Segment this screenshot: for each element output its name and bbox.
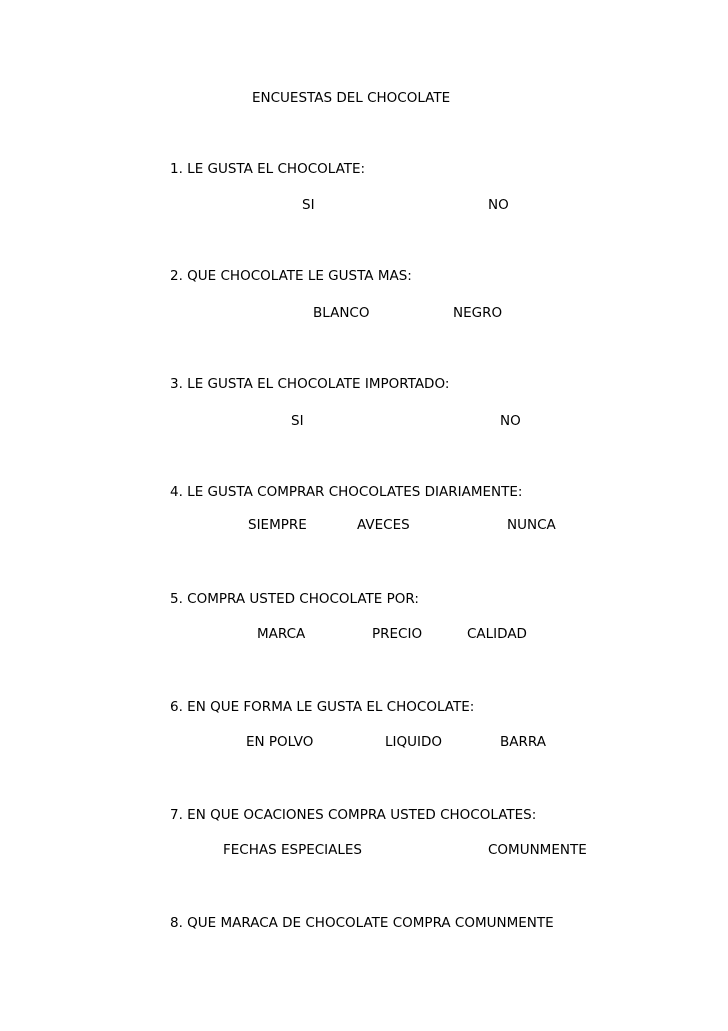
option-6-en-polvo: EN POLVO (246, 734, 314, 750)
question-6: 6. EN QUE FORMA LE GUSTA EL CHOCOLATE: (170, 699, 475, 715)
question-8: 8. QUE MARACA DE CHOCOLATE COMPRA COMUNMENTE (170, 915, 554, 931)
option-6-barra: BARRA (500, 734, 546, 750)
option-2-negro: NEGRO (453, 305, 503, 321)
question-7: 7. EN QUE OCACIONES COMPRA USTED CHOCOLATES: (170, 807, 537, 823)
option-7-comunmente: COMUNMENTE (488, 842, 587, 858)
option-4-aveces: AVECES (357, 517, 410, 533)
question-1: 1. LE GUSTA EL CHOCOLATE: (170, 161, 366, 177)
option-3-si: SI (291, 413, 304, 429)
option-1-no: NO (488, 197, 509, 213)
option-5-precio: PRECIO (372, 626, 423, 642)
option-5-marca: MARCA (257, 626, 306, 642)
option-2-blanco: BLANCO (313, 305, 370, 321)
question-5: 5. COMPRA USTED CHOCOLATE POR: (170, 591, 419, 607)
option-4-nunca: NUNCA (507, 517, 556, 533)
question-4: 4. LE GUSTA COMPRAR CHOCOLATES DIARIAMENTE: (170, 484, 523, 500)
option-7-fechas-especiales: FECHAS ESPECIALES (223, 842, 363, 858)
option-4-siempre: SIEMPRE (248, 517, 307, 533)
option-5-calidad: CALIDAD (467, 626, 527, 642)
question-2: 2. QUE CHOCOLATE LE GUSTA MAS: (170, 268, 412, 284)
option-1-si: SI (302, 197, 315, 213)
question-3: 3. LE GUSTA EL CHOCOLATE IMPORTADO: (170, 376, 450, 392)
option-6-liquido: LIQUIDO (385, 734, 443, 750)
option-3-no: NO (500, 413, 521, 429)
survey-title: ENCUESTAS DEL CHOCOLATE (252, 90, 451, 106)
